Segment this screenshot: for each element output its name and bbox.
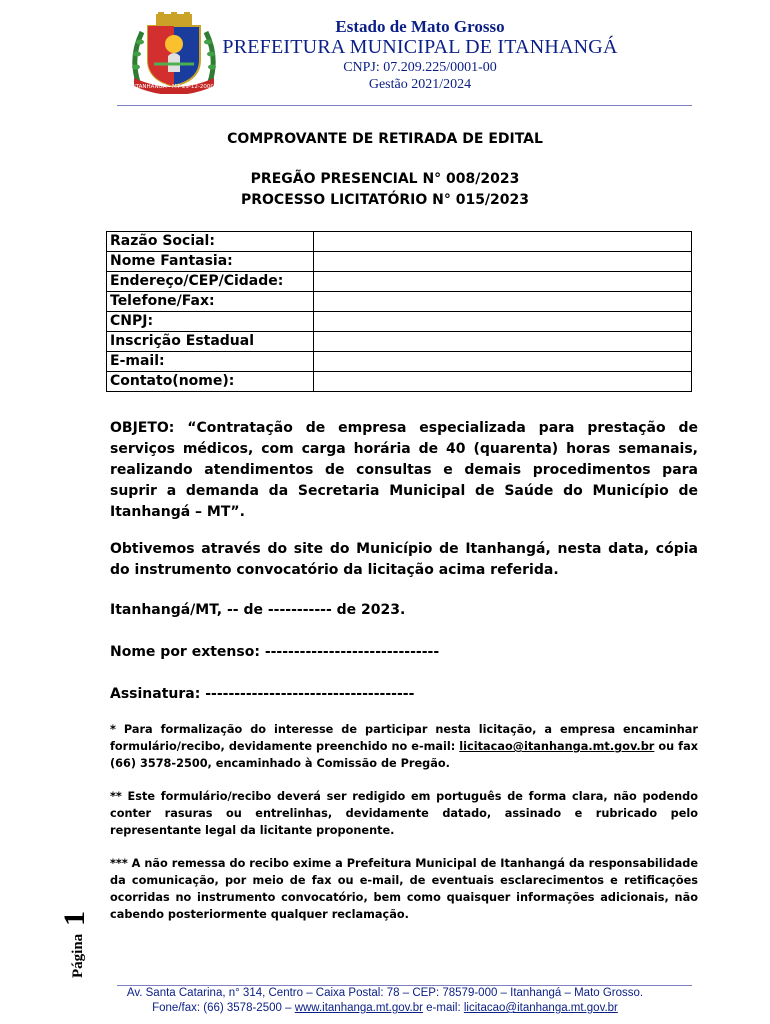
page-word: Página xyxy=(70,933,86,978)
form-field-label: Inscrição Estadual xyxy=(107,332,314,352)
form-field-label: Nome Fantasia: xyxy=(107,252,314,272)
prefeitura-name: PREFEITURA MUNICIPAL DE ITANHANGÁ xyxy=(222,36,618,58)
form-field-value[interactable] xyxy=(314,252,692,272)
page-number: 1 xyxy=(58,911,91,926)
footer-website-link[interactable]: www.itanhanga.mt.gov.br xyxy=(294,1002,423,1014)
objeto-paragraph: OBJETO: “Contratação de empresa especializada para prestação de serviços médicos, com carga horária de 40 (quarenta) horas semanais, realizando atendimentos de consultas e demais procedimentos para suprir a demanda da Secretaria Municipal de Saúde do Município de Itanhangá – MT”. xyxy=(110,420,698,520)
form-field-value[interactable] xyxy=(314,372,692,392)
form-row xyxy=(107,232,692,252)
nome-extenso-line: Nome por extenso: ------------------------------ xyxy=(110,644,440,660)
form-field-value[interactable] xyxy=(314,232,692,252)
header-divider xyxy=(117,105,692,106)
state-name: Estado de Mato Grosso xyxy=(335,17,505,36)
form-row xyxy=(107,312,692,332)
coat-of-arms-logo xyxy=(128,12,220,94)
form-field-value[interactable] xyxy=(314,312,692,332)
footer-divider xyxy=(117,985,692,986)
form-field-label: Telefone/Fax: xyxy=(107,292,314,312)
form-field-label: CNPJ: xyxy=(107,312,314,332)
form-field-value[interactable] xyxy=(314,332,692,352)
form-field-label: Razão Social: xyxy=(107,232,314,252)
footer-email-prefix: e-mail: xyxy=(422,1002,464,1014)
date-line: Itanhangá/MT, -- de ----------- de 2023. xyxy=(110,602,406,618)
header-cnpj: CNPJ: 07.209.225/0001-00 xyxy=(343,60,497,75)
note-3: *** A não remessa do recibo exime a Prefeitura Municipal de Itanhangá da responsabilidade da comunicação, por meio de fax ou e-mail, de eventuais esclarecimentos e retificações ocorridas no instrumento convocatório, bem como quaisquer informações adicionais, não cabendo posteriormente qualquer reclamação. xyxy=(110,857,698,921)
note-1-email-link[interactable]: licitacao@itanhanga.mt.gov.br xyxy=(459,740,655,753)
page-number-label xyxy=(16,900,96,990)
obtivemos-paragraph: Obtivemos através do site do Município de Itanhangá, nesta data, cópia do instrumento convocatório da licitação acima referida. xyxy=(110,541,698,578)
footer-email-link[interactable]: licitacao@itanhanga.mt.gov.br xyxy=(463,1002,618,1014)
form-field-value[interactable] xyxy=(314,272,692,292)
form-field-label: Endereço/CEP/Cidade: xyxy=(107,272,314,292)
form-field-value[interactable] xyxy=(314,292,692,312)
document-title: COMPROVANTE DE RETIRADA DE EDITAL xyxy=(227,131,543,147)
svg-text:ITANHANGÁ - MT 29-12-2000: ITANHANGÁ - MT 29-12-2000 xyxy=(134,84,214,90)
processo-number: PROCESSO LICITATÓRIO N° 015/2023 xyxy=(240,192,530,208)
form-row xyxy=(107,252,692,272)
form-row xyxy=(107,352,692,372)
form-row xyxy=(107,292,692,312)
footer-address: Av. Santa Catarina, n° 314, Centro – Caixa Postal: 78 – CEP: 78579-000 – Itanhangá – Mato Grosso. xyxy=(126,987,644,999)
note-1 xyxy=(110,721,698,772)
pregao-number: PREGÃO PRESENCIAL N° 008/2023 xyxy=(250,171,520,187)
footer-phone: Fone/fax: (66) 3578-2500 – xyxy=(152,1002,295,1014)
form-row xyxy=(107,372,692,392)
note-1-text-start: * Para formalização do interesse de participar nesta licitação, a empresa encaminhar formulário/recibo, devidamente preenchido no e-mail: xyxy=(110,723,698,753)
note-2: ** Este formulário/recibo deverá ser redigido em português de forma clara, não podendo conter rasuras ou entrelinhas, devidamente datado, assinado e rubricado pelo representante legal da licitante proponente. xyxy=(110,790,698,837)
form-row xyxy=(107,272,692,292)
form-field-label: E-mail: xyxy=(107,352,314,372)
footer-contact xyxy=(0,1002,770,1014)
header-gestao: Gestão 2021/2024 xyxy=(368,77,472,92)
company-info-table xyxy=(106,231,692,392)
note-1-text-end: ou fax (66) 3578-2500, encaminhado à Comissão de Pregão. xyxy=(110,740,698,770)
form-row xyxy=(107,332,692,352)
assinatura-line: Assinatura: ------------------------------------ xyxy=(110,686,415,702)
form-field-label: Contato(nome): xyxy=(107,372,314,392)
form-field-value[interactable] xyxy=(314,352,692,372)
